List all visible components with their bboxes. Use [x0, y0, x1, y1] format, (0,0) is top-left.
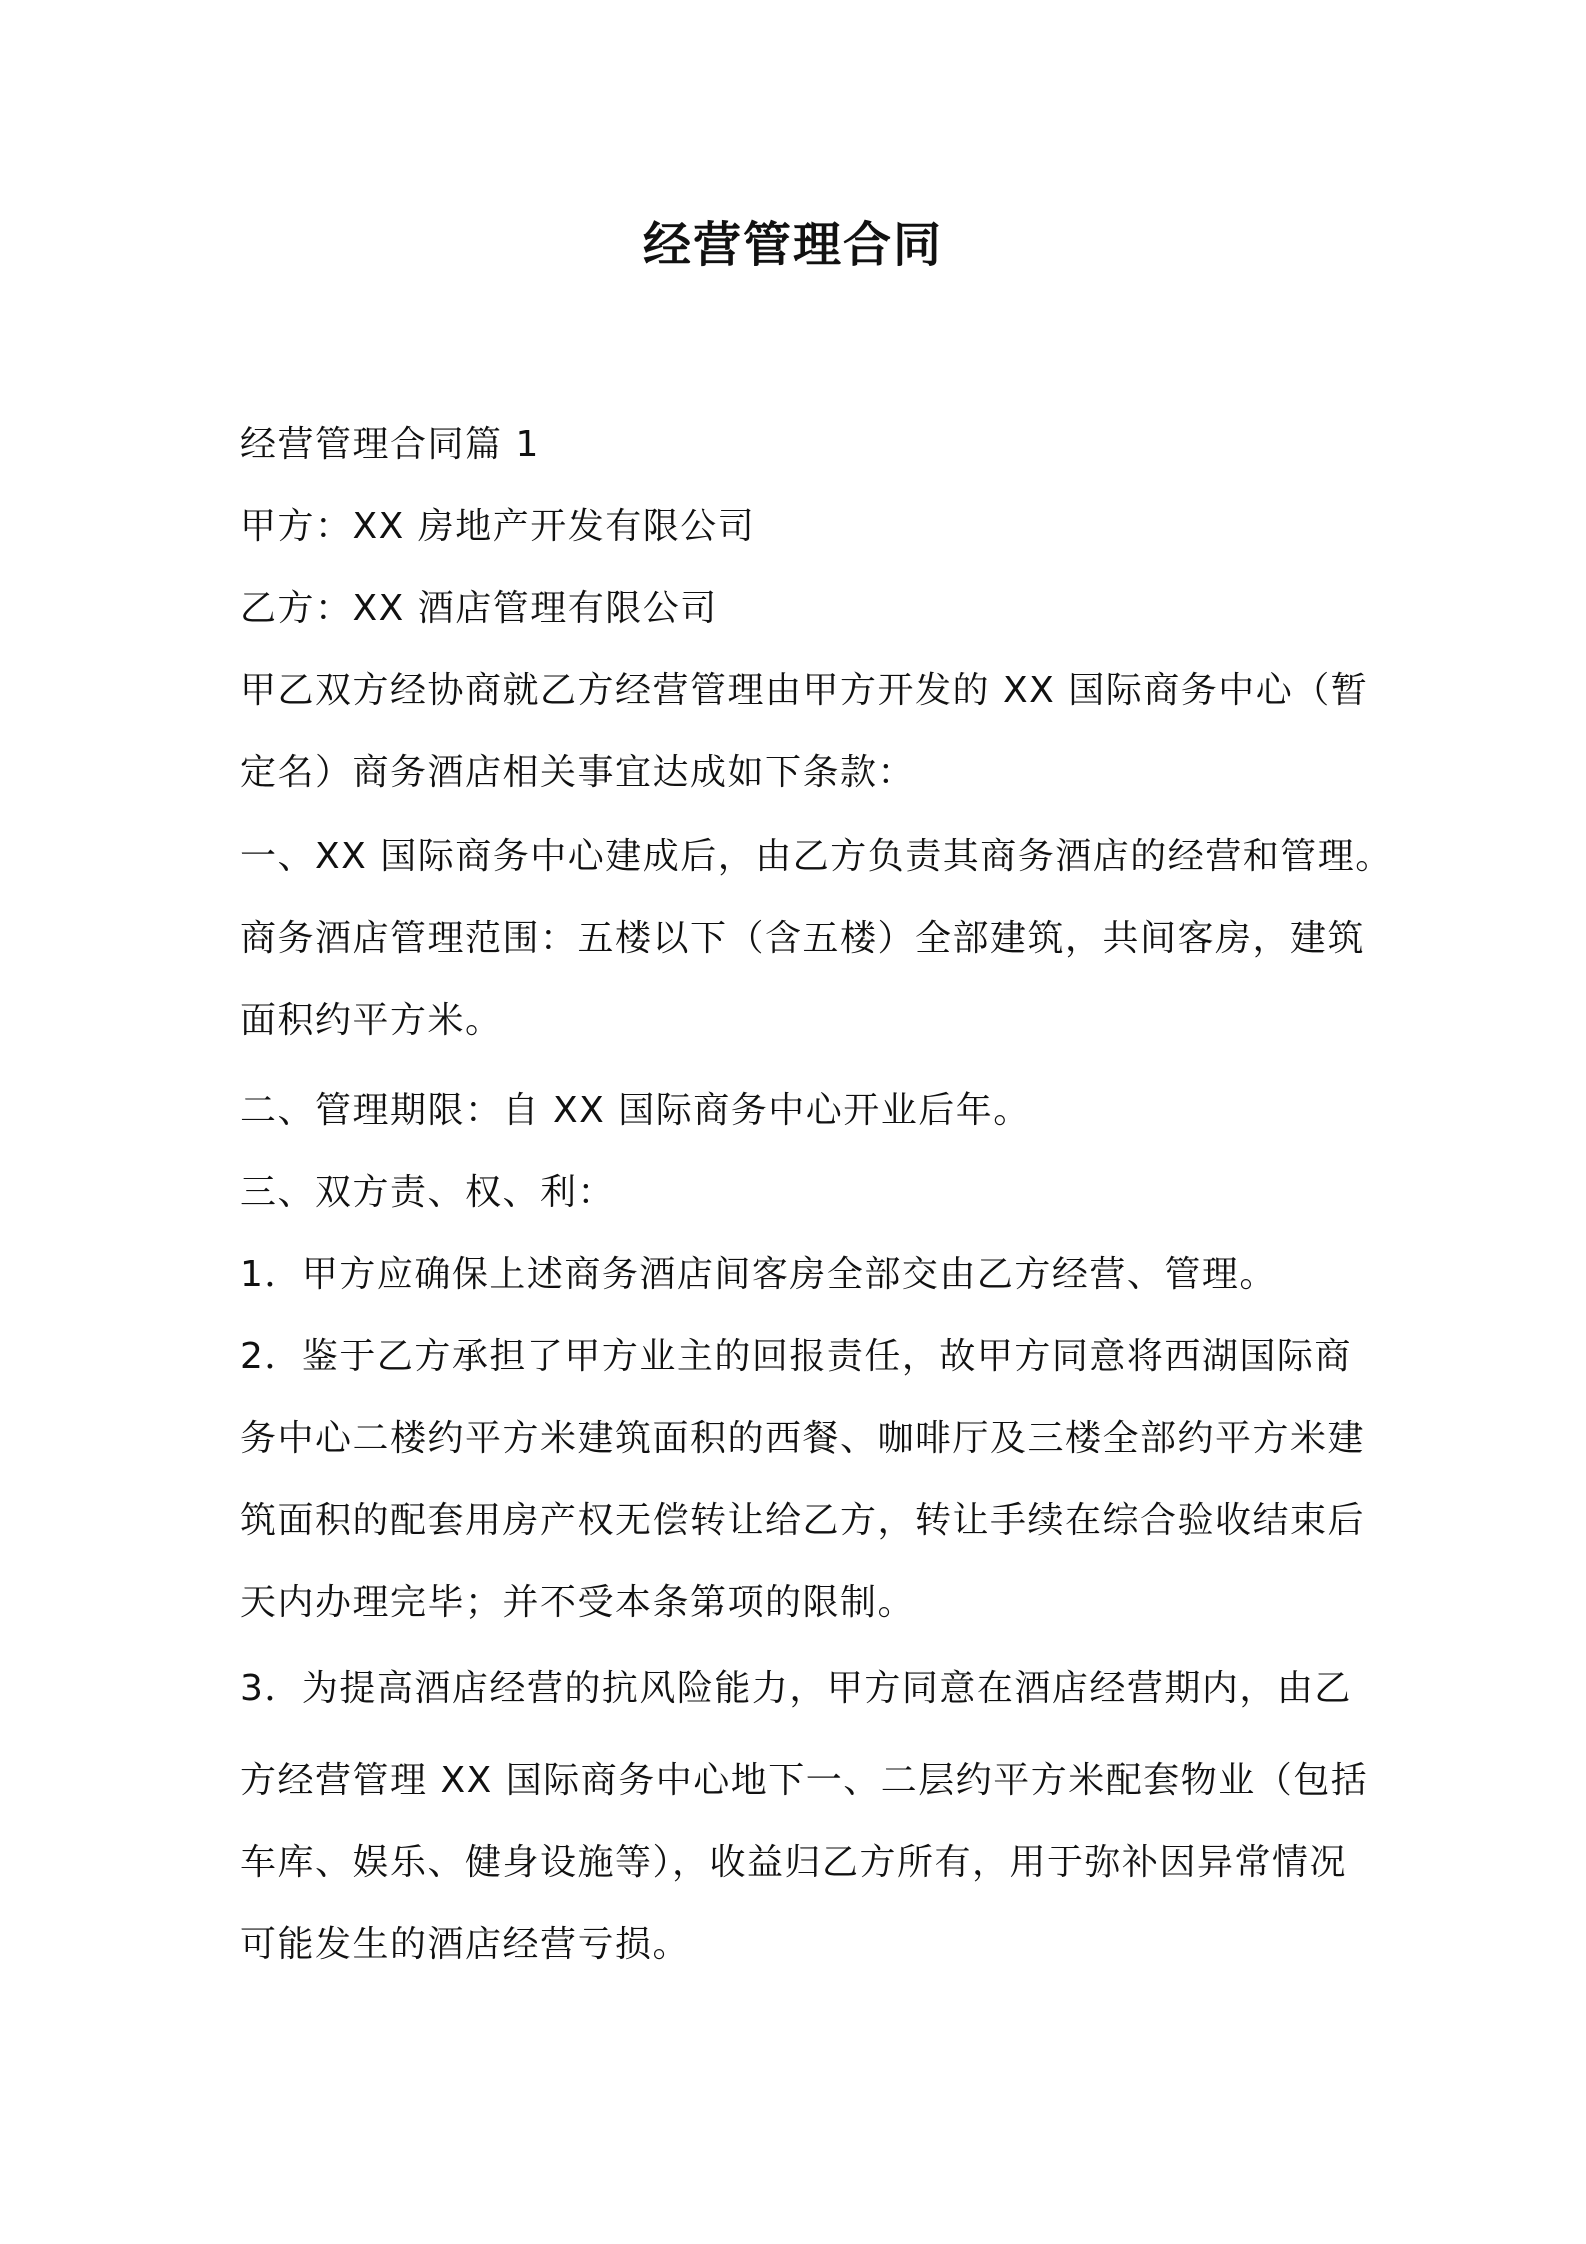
text-line: 甲方：XX 房地产开发有限公司 — [240, 506, 756, 547]
text-line: 乙方：XX 酒店管理有限公司 — [240, 588, 718, 629]
item-2 — [240, 1316, 1366, 1644]
item-1 — [240, 1234, 1360, 1316]
text-line: 三、双方责、权、利： — [240, 1172, 616, 1213]
text-line: 可能发生的酒店经营亏损。 — [240, 1924, 691, 1965]
text-line: 2．鉴于乙方承担了甲方业主的回报责任，故甲方同意将西湖国际商 — [240, 1336, 1352, 1377]
clause-1 — [240, 816, 1393, 1062]
text-line: 3．为提高酒店经营的抗风险能力，甲方同意在酒店经营期内，由乙 — [240, 1668, 1352, 1709]
text-line: 筑面积的配套用房产权无偿转让给乙方，转让手续在综合验收结束后 — [240, 1500, 1366, 1541]
text-line: 二、管理期限：自 XX 国际商务中心开业后年。 — [240, 1090, 1031, 1131]
party-b — [240, 568, 1360, 650]
intro-paragraph — [240, 650, 1369, 814]
party-a — [240, 486, 1360, 568]
text-line: 务中心二楼约平方米建筑面积的西餐、咖啡厅及三楼全部约平方米建 — [240, 1418, 1366, 1459]
text-line: 面积约平方米。 — [240, 1000, 503, 1041]
text-line: 商务酒店管理范围：五楼以下（含五楼）全部建筑，共间客房，建筑 — [240, 918, 1366, 959]
text-line: 定名）商务酒店相关事宜达成如下条款： — [240, 752, 916, 793]
clause-3 — [240, 1152, 1360, 1234]
text-line: 一、XX 国际商务中心建成后，由乙方负责其商务酒店的经营和管理。 — [240, 836, 1393, 877]
text-line: 方经营管理 XX 国际商务中心地下一、二层约平方米配套物业（包括 — [240, 1760, 1369, 1801]
text-line: 甲乙双方经协商就乙方经营管理由甲方开发的 XX 国际商务中心（暂 — [240, 670, 1369, 711]
text-line: 经营管理合同篇 1 — [240, 424, 540, 465]
document-title: 经营管理合同 — [642, 217, 943, 273]
text-line: 天内办理完毕；并不受本条第项的限制。 — [240, 1582, 916, 1623]
section-heading — [240, 404, 1360, 486]
clause-2 — [240, 1070, 1360, 1152]
item-3 — [240, 1648, 1369, 1986]
text-line: 车库、娱乐、健身设施等），收益归乙方所有，用于弥补因异常情况 — [240, 1842, 1348, 1883]
text-line: 1．甲方应确保上述商务酒店间客房全部交由乙方经营、管理。 — [240, 1254, 1277, 1295]
